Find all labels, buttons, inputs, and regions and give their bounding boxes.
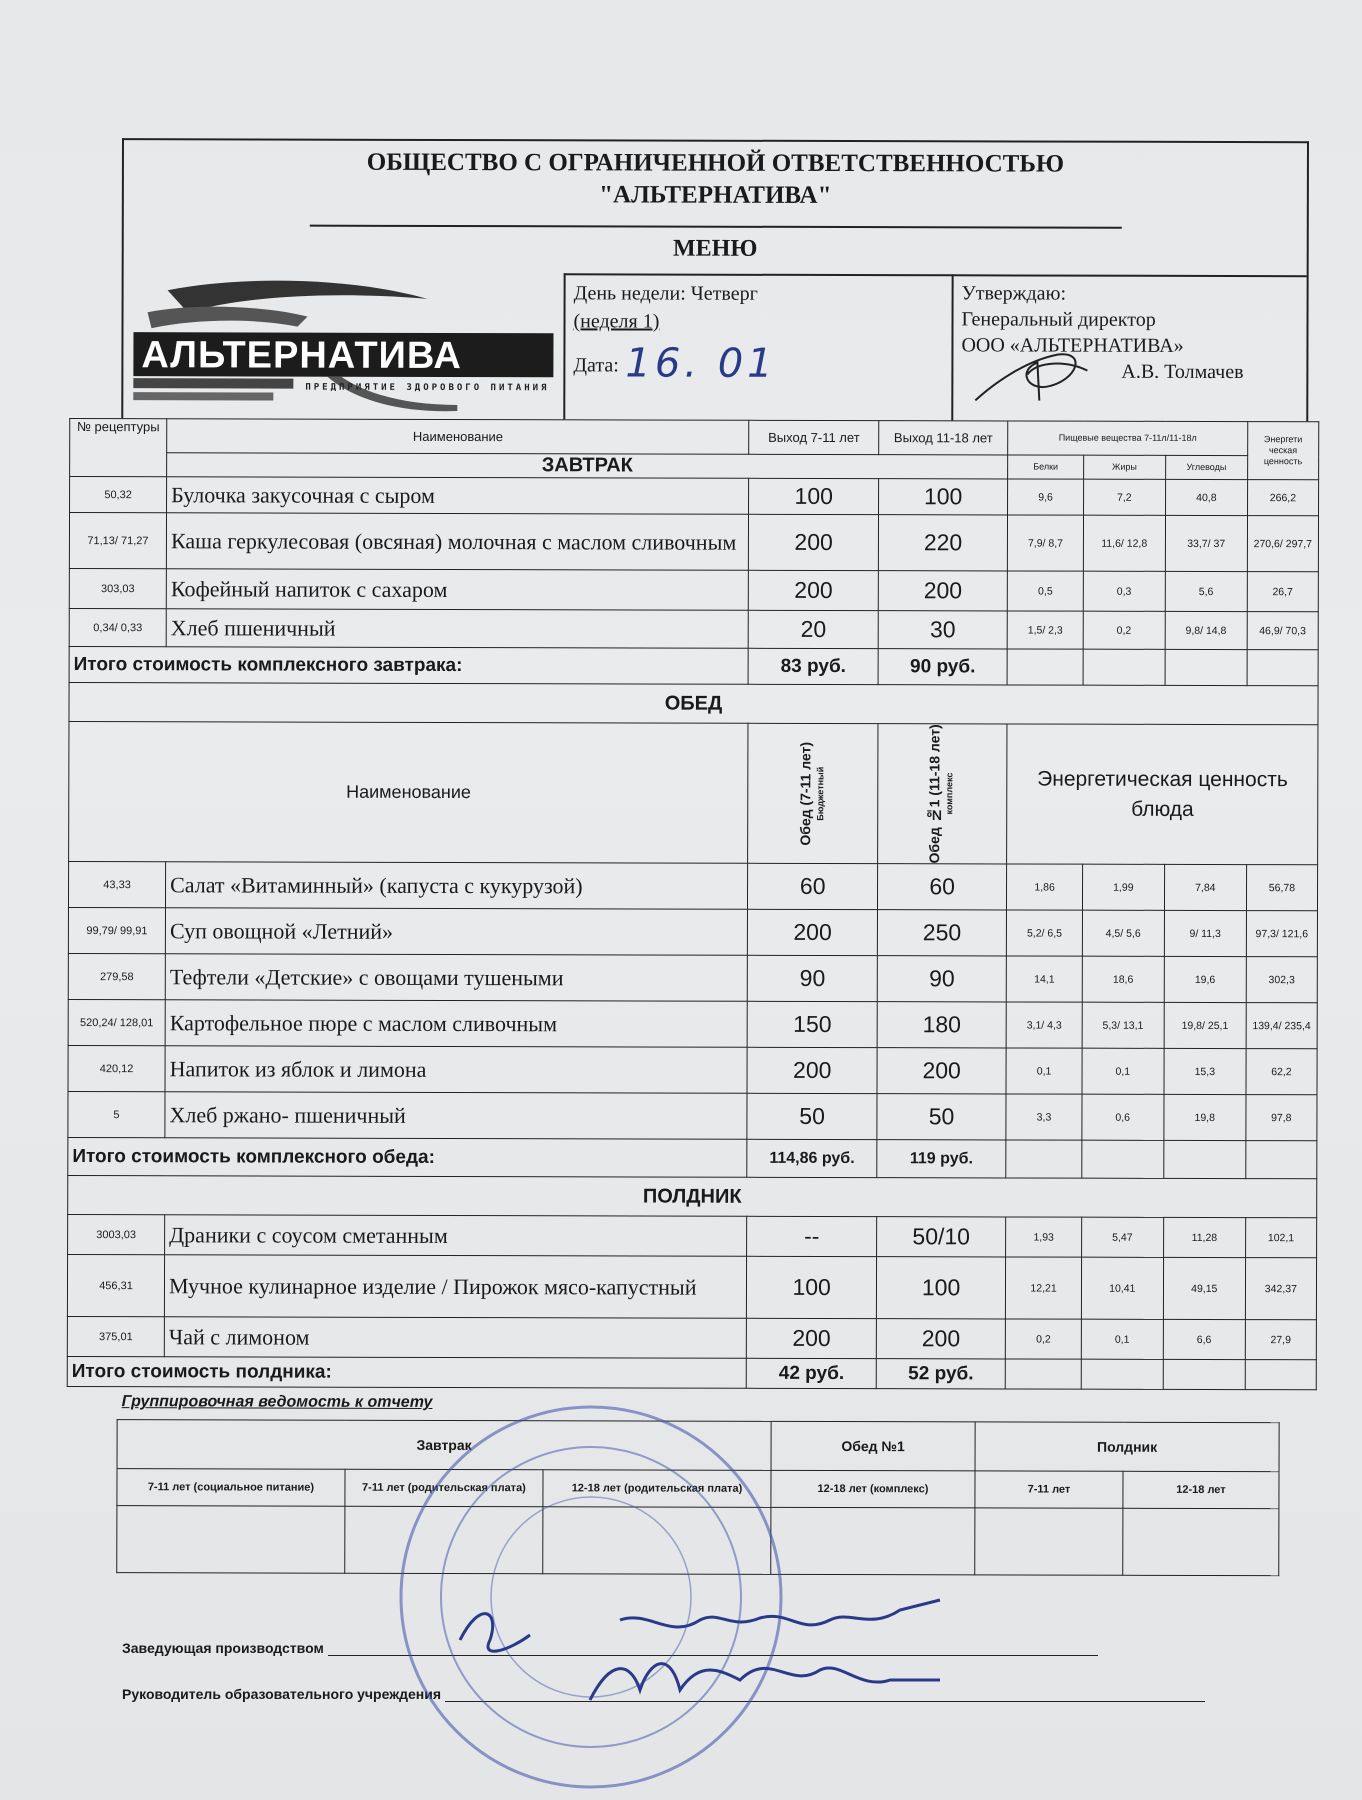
- org-title: [124, 140, 1307, 213]
- table-row: [68, 908, 1317, 957]
- group-c5: 7-11 лет: [975, 1471, 1123, 1508]
- output-7-11: 60: [748, 863, 878, 909]
- table-row: [67, 1317, 1316, 1360]
- output-7-11: 200: [748, 909, 878, 955]
- fat-value: 4,5/ 5,6: [1082, 910, 1164, 956]
- lunch-total-11-18: 119 руб.: [877, 1140, 1007, 1178]
- output-7-11: 100: [749, 478, 879, 514]
- output-7-11: 150: [748, 1001, 878, 1047]
- fat-value: 5,47: [1081, 1217, 1163, 1257]
- energy-value: 62,2: [1246, 1049, 1317, 1095]
- lunch-section-row: [69, 682, 1318, 724]
- recipe-number: 71,13/ 71,27: [69, 513, 166, 569]
- org-title-line1: ОБЩЕСТВО С ОГРАНИЧЕННОЙ ОТВЕТСТВЕННОСТЬЮ: [366, 148, 1065, 178]
- header-output-11-18: Выход 11-18 лет: [879, 421, 1009, 455]
- dish-name: Картофельное пюре с маслом сливочным: [165, 1000, 748, 1048]
- output-11-18: 50/10: [876, 1217, 1006, 1257]
- output-7-11: 200: [747, 1318, 877, 1358]
- week-number: (неделя 1): [573, 310, 660, 333]
- carbs-value: 19,6: [1164, 957, 1246, 1003]
- fat-value: 0,1: [1081, 1319, 1163, 1359]
- output-7-11: 50: [747, 1093, 877, 1139]
- table-row: [69, 513, 1318, 572]
- head-production-line: [122, 1640, 1098, 1656]
- fat-value: 0,6: [1082, 1094, 1164, 1140]
- approval-cell: [951, 274, 1306, 421]
- table-row: [68, 954, 1317, 1003]
- energy-value: 97,3/ 121,6: [1246, 911, 1317, 957]
- output-7-11: 100: [747, 1256, 877, 1318]
- date-label: Дата:: [573, 354, 619, 377]
- breakfast-total-11-18: 90 руб.: [878, 649, 1008, 685]
- output-7-11: 200: [749, 570, 879, 610]
- group-table: [116, 1419, 1279, 1576]
- snack-total-11-18: 52 руб.: [876, 1359, 1005, 1389]
- output-11-18: 200: [878, 571, 1008, 611]
- fat-value: 0,3: [1083, 571, 1165, 611]
- dish-name: Драники с соусом сметанным: [165, 1215, 748, 1257]
- carbs-value: 11,28: [1163, 1218, 1245, 1258]
- carbs-value: 9,8/ 14,8: [1165, 611, 1247, 649]
- recipe-number: 303,03: [69, 568, 166, 608]
- energy-value: 270,6/ 297,7: [1247, 516, 1318, 572]
- recipe-number: 375,01: [67, 1317, 164, 1357]
- group-c1: 7-11 лет (социальное питание): [117, 1469, 345, 1507]
- logo-cell: [123, 272, 563, 419]
- output-11-18: 220: [878, 515, 1008, 571]
- dish-name: Кофейный напиток с сахаром: [166, 569, 749, 611]
- protein-value: 14,1: [1007, 956, 1083, 1002]
- output-11-18: 200: [876, 1319, 1006, 1359]
- breakfast-total-label: Итого стоимость комплексного завтрака:: [69, 646, 749, 684]
- carbs-value: 5,6: [1165, 571, 1247, 611]
- recipe-number: 43,33: [68, 862, 165, 908]
- group-values-row: [117, 1506, 1279, 1576]
- protein-value: 7,9/ 8,7: [1008, 515, 1084, 571]
- recipe-number: 279,58: [68, 954, 165, 1000]
- protein-value: 1,86: [1007, 864, 1083, 910]
- header-recipe: № рецептуры: [70, 419, 167, 477]
- protein-value: 0,2: [1006, 1319, 1082, 1359]
- fat-value: 11,6/ 12,8: [1083, 515, 1165, 571]
- dish-name: Напиток из яблок и лимона: [165, 1046, 748, 1094]
- table-row: [68, 1046, 1317, 1095]
- snack-title: ПОЛДНИК: [68, 1176, 1317, 1218]
- energy-value: 102,1: [1245, 1218, 1316, 1258]
- protein-value: 0,1: [1006, 1048, 1082, 1094]
- group-c6: 12-18 лет: [1123, 1471, 1279, 1508]
- svg-text:ПРЕДПРИЯТИЕ ЗДОРОВОГО ПИТАНИЯ: ПРЕДПРИЯТИЕ ЗДОРОВОГО ПИТАНИЯ: [305, 382, 550, 394]
- protein-value: 3,1/ 4,3: [1006, 1002, 1082, 1048]
- lunch-total-label: Итого стоимость комплексного обеда:: [68, 1138, 748, 1178]
- recipe-number: 99,79/ 99,91: [68, 908, 165, 954]
- carbs-value: 7,84: [1164, 865, 1246, 911]
- group-header-row: [117, 1420, 1279, 1472]
- approve-position: Генеральный директор: [961, 308, 1156, 331]
- head-school-label: Руководитель образовательного учреждения: [122, 1686, 442, 1702]
- header-nutrients: Пищевые вещества 7-11л/11-18л: [1008, 421, 1248, 456]
- date-handwritten: 16. 01: [625, 340, 777, 387]
- output-7-11: 200: [749, 514, 879, 570]
- table-row: [68, 862, 1317, 911]
- group-subheader-row: [117, 1469, 1279, 1509]
- output-11-18: 180: [877, 1002, 1007, 1048]
- energy-value: 342,37: [1245, 1258, 1316, 1320]
- recipe-number: 0,34/ 0,33: [69, 608, 166, 646]
- day-of-week-cell: [563, 273, 951, 420]
- dish-name: Суп овощной «Летний»: [165, 908, 748, 956]
- carbs-value: 9/ 11,3: [1164, 911, 1246, 957]
- output-7-11: 90: [748, 955, 878, 1001]
- group-breakfast: Завтрак: [117, 1420, 771, 1471]
- recipe-number: 456,31: [67, 1255, 164, 1317]
- output-11-18: 250: [877, 910, 1007, 956]
- lunch-header-energy: Энергетическая ценность блюда: [1007, 724, 1318, 865]
- protein-value: 12,21: [1006, 1257, 1082, 1319]
- energy-value: 139,4/ 235,4: [1246, 1003, 1317, 1049]
- energy-value: 27,9: [1245, 1320, 1316, 1360]
- group-c4: 12-18 лет (комплекс): [771, 1471, 975, 1509]
- breakfast-title: ЗАВТРАК: [167, 453, 1008, 479]
- output-11-18: 100: [876, 1257, 1006, 1319]
- lunch-header-row: [69, 721, 1318, 864]
- header-protein: Белки: [1008, 455, 1084, 479]
- fat-value: 0,2: [1083, 611, 1165, 649]
- dish-name: Мучное кулинарное изделие / Пирожок мясо-капустный: [164, 1255, 747, 1319]
- output-7-11: --: [747, 1216, 877, 1256]
- table-row: [68, 1092, 1317, 1141]
- breakfast-total-row: [69, 646, 1318, 685]
- snack-total-7-11: 42 руб.: [747, 1358, 877, 1388]
- carbs-value: 19,8: [1164, 1095, 1246, 1141]
- snack-section-row: [68, 1176, 1317, 1218]
- group-caption: Группировочная ведомость к отчету: [121, 1393, 433, 1412]
- menu-title: МЕНЮ: [672, 235, 758, 262]
- table-row: [67, 1255, 1316, 1320]
- lunch-header-7-11: Обед (7-11 лет) Бюджетный: [748, 723, 878, 864]
- header-name: Наименование: [167, 419, 749, 455]
- fat-value: 7,2: [1083, 479, 1165, 515]
- day-of-week: День недели: Четверг: [573, 282, 758, 305]
- energy-value: 266,2: [1247, 480, 1318, 516]
- recipe-number: 50,32: [70, 477, 167, 513]
- org-title-line2: "АЛЬТЕРНАТИВА": [599, 181, 832, 209]
- protein-value: 3,3: [1006, 1094, 1082, 1140]
- recipe-number: 520,24/ 128,01: [68, 1000, 165, 1046]
- dish-name: Каша геркулесовая (овсяная) молочная с маслом сливочным: [166, 513, 749, 571]
- energy-value: 46,9/ 70,3: [1247, 612, 1318, 650]
- approve-label: Утверждаю:: [961, 282, 1067, 305]
- document-header: [121, 138, 1309, 421]
- output-11-18: 100: [878, 479, 1008, 515]
- output-11-18: 60: [877, 864, 1007, 910]
- carbs-value: 40,8: [1165, 479, 1247, 515]
- header-output-7-11: Выход 7-11 лет: [749, 420, 879, 454]
- energy-value: 97,8: [1246, 1095, 1317, 1141]
- output-11-18: 30: [878, 611, 1008, 649]
- header-energy: Энергети ческая ценность: [1247, 422, 1318, 480]
- dish-name: Тефтели «Детские» с овощами тушеными: [165, 954, 748, 1002]
- snack-total-row: [67, 1357, 1316, 1390]
- dish-name: Чай с лимоном: [164, 1317, 747, 1359]
- dish-name: Хлеб пшеничный: [166, 609, 749, 649]
- fat-value: 0,1: [1082, 1048, 1164, 1094]
- lunch-total-7-11: 114,86 руб.: [747, 1139, 877, 1177]
- protein-value: 1,93: [1006, 1217, 1082, 1257]
- lunch-total-row: [68, 1138, 1317, 1179]
- recipe-number: 3003,03: [68, 1215, 165, 1255]
- director-signature: [967, 340, 1117, 406]
- protein-value: 5,2/ 6,5: [1007, 910, 1083, 956]
- table-row: [70, 477, 1319, 516]
- group-c3: 12-18 лет (родительская плата): [543, 1470, 771, 1508]
- header-divider: [309, 225, 1121, 229]
- energy-value: 302,3: [1246, 957, 1317, 1003]
- table-row: [69, 608, 1318, 649]
- energy-value: 56,78: [1246, 865, 1317, 911]
- table-row: [68, 1215, 1317, 1258]
- protein-value: 1,5/ 2,3: [1007, 611, 1083, 649]
- table-row: [69, 568, 1318, 611]
- energy-value: 26,7: [1247, 572, 1318, 612]
- header-info-row: [123, 272, 1306, 421]
- carbs-value: 49,15: [1163, 1258, 1245, 1320]
- head-production-label: Заведующая производством: [122, 1640, 324, 1656]
- group-c2: 7-11 лет (родительская плата): [345, 1469, 543, 1507]
- output-7-11: 200: [747, 1047, 877, 1093]
- header-carbs: Углеводы: [1165, 455, 1247, 479]
- dish-name: Хлеб ржано- пшеничный: [165, 1092, 748, 1140]
- recipe-number: 420,12: [68, 1046, 165, 1092]
- snack-total-label: Итого стоимость полдника:: [67, 1357, 747, 1389]
- carbs-value: 6,6: [1163, 1320, 1245, 1360]
- output-7-11: 20: [749, 610, 879, 648]
- menu-sheet: [66, 138, 1320, 1576]
- protein-value: 9,6: [1008, 479, 1084, 515]
- output-11-18: 50: [877, 1094, 1007, 1140]
- fat-value: 1,99: [1082, 864, 1164, 910]
- group-lunch: Обед №1: [771, 1422, 975, 1472]
- carbs-value: 19,8/ 25,1: [1164, 1003, 1246, 1049]
- protein-value: 0,5: [1008, 571, 1084, 611]
- carbs-value: 33,7/ 37: [1165, 515, 1247, 571]
- table-header-row: [70, 419, 1319, 456]
- fat-value: 5,3/ 13,1: [1082, 1002, 1164, 1048]
- breakfast-total-7-11: 83 руб.: [749, 648, 879, 684]
- output-11-18: 90: [877, 956, 1007, 1002]
- dish-name: Булочка закусочная с сыром: [167, 477, 749, 515]
- breakfast-section-row: [70, 453, 1319, 480]
- approve-name: А.В. Толмачев: [1121, 360, 1244, 384]
- output-11-18: 200: [877, 1048, 1007, 1094]
- head-school-line: [122, 1686, 1205, 1702]
- menu-table: [67, 418, 1320, 1390]
- lunch-header-11-18: Обед №1 (11-18 лет) комплекс: [877, 724, 1007, 865]
- fat-value: 10,41: [1081, 1257, 1163, 1319]
- svg-text:АЛЬТЕРНАТИВА: АЛЬТЕРНАТИВА: [141, 334, 462, 378]
- recipe-number: 5: [68, 1092, 165, 1138]
- carbs-value: 15,3: [1164, 1049, 1246, 1095]
- company-logo: [127, 272, 563, 419]
- group-snack: Полдник: [975, 1422, 1279, 1472]
- lunch-title: ОБЕД: [69, 682, 1318, 724]
- header-fat: Жиры: [1083, 455, 1165, 479]
- table-row: [68, 1000, 1317, 1049]
- lunch-header-name: Наименование: [69, 721, 749, 863]
- approve-company: ООО «АЛЬТЕРНАТИВА»: [961, 334, 1184, 357]
- dish-name: Салат «Витаминный» (капуста с кукурузой): [166, 862, 749, 910]
- fat-value: 18,6: [1082, 956, 1164, 1002]
